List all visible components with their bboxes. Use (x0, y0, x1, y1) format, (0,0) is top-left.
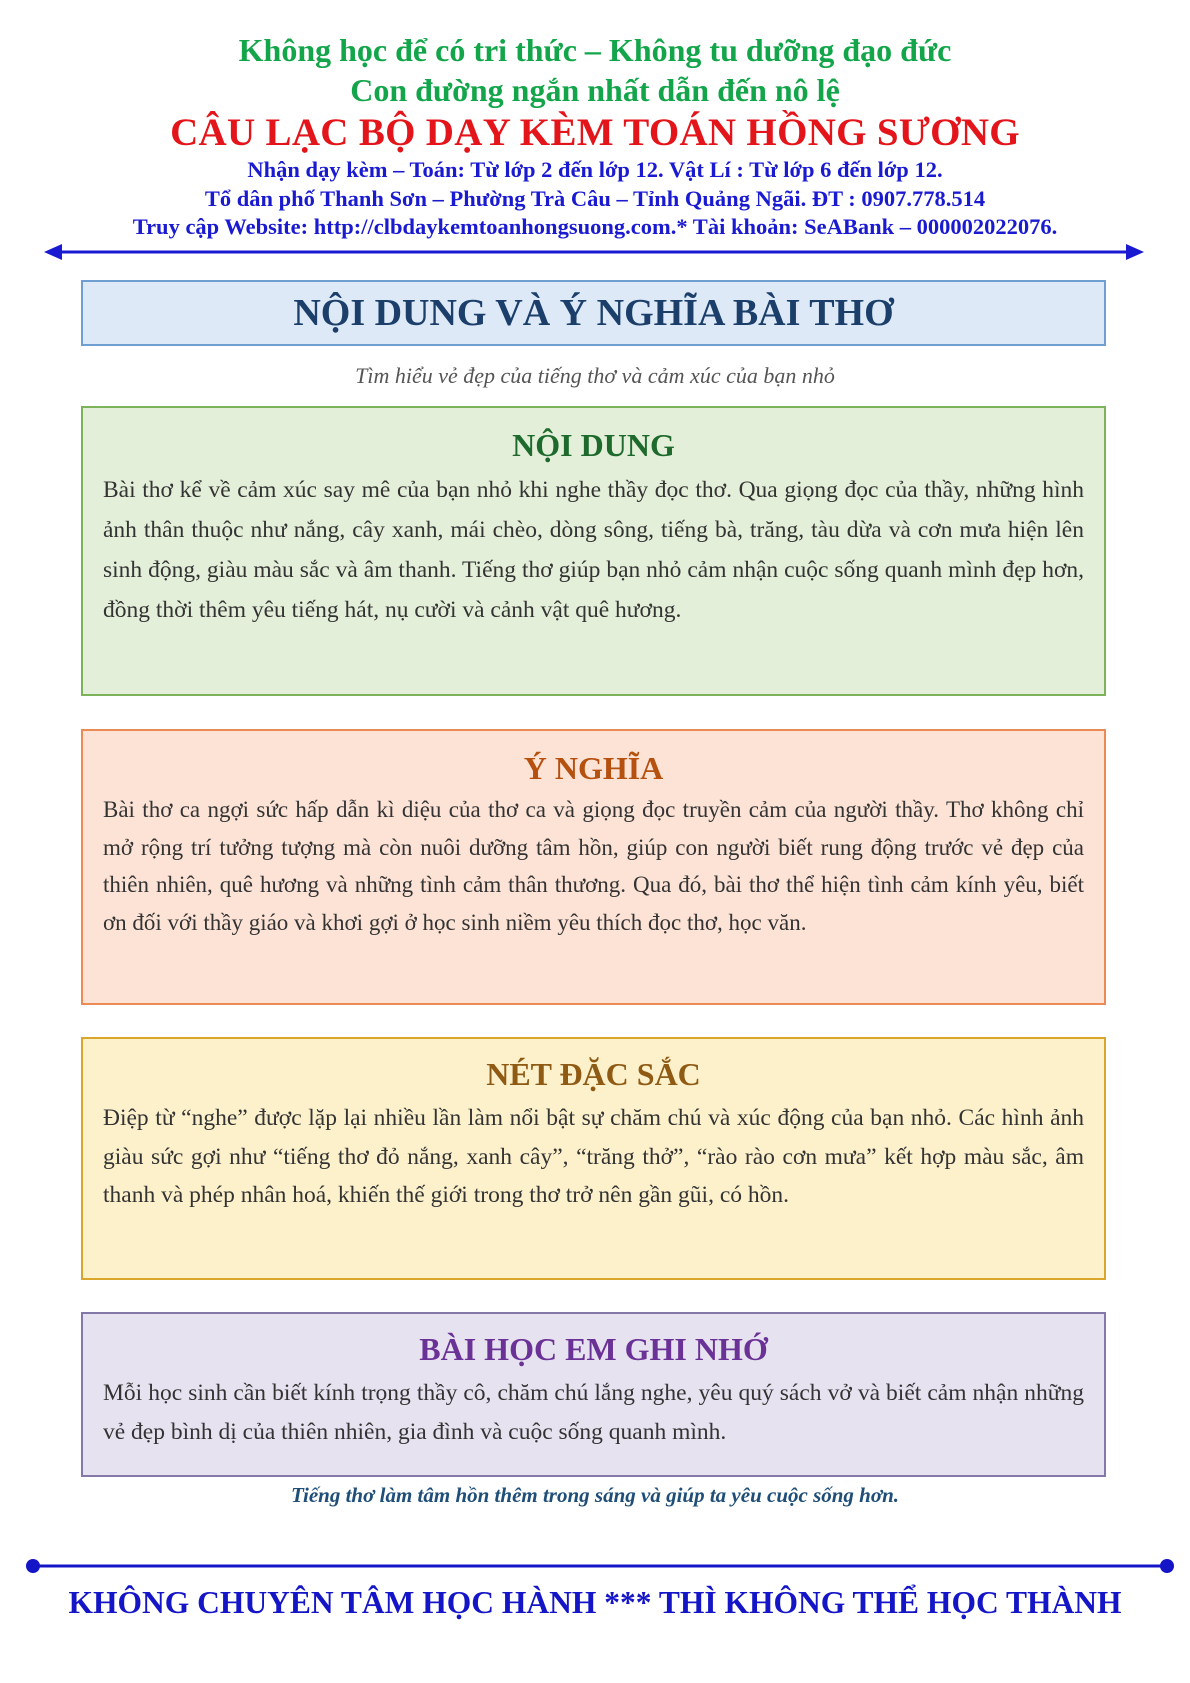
letterhead (0, 30, 1190, 242)
section-body: Bài thơ kể về cảm xúc say mê của bạn nhỏ khi nghe thầy đọc thơ. Qua giọng đọc của thầy, những hình ảnh thân thuộc như nắng, cây xanh, mái chèo, dòng sông, tiếng bà, trăng, tàu dừa và cơn mưa hiện lên sinh động, giàu màu sắc và âm thanh. Tiếng thơ giúp bạn nhỏ cảm nhận cuộc sống quanh mình đẹp hơn, đồng thời thêm yêu tiếng hát, nụ cười và cảnh vật quê hương. (103, 477, 1084, 623)
footer-motto: KHÔNG CHUYÊN TÂM HỌC HÀNH *** THÌ KHÔNG THỂ HỌC THÀNH (68, 1585, 1122, 1620)
section-body: Mỗi học sinh cần biết kính trọng thầy cô, chăm chú lắng nghe, yêu quý sách vở và biết cảm nhận những vẻ đẹp bình dị của thiên nhiên, gia đình và cuộc sống quanh mình. (103, 1380, 1084, 1445)
club-name: CÂU LẠC BỘ DẠY KÈM TOÁN HỒNG SƯƠNG (170, 111, 1020, 154)
section-noi-dung (81, 406, 1106, 696)
tutoring-info: Nhận dạy kèm – Toán: Từ lớp 2 đến lớp 12. Vật Lí : Từ lớp 6 đến lớp 12. (247, 157, 943, 182)
section-bai-hoc (81, 1312, 1106, 1477)
address-phone: Tổ dân phố Thanh Sơn – Phường Trà Câu – Tỉnh Quảng Ngãi. ĐT : 0907.778.514 (204, 185, 986, 211)
page-title: NỘI DUNG VÀ Ý NGHĨA BÀI THƠ (293, 292, 894, 334)
section-body: Bài thơ ca ngợi sức hấp dẫn kì diệu của thơ ca và giọng đọc truyền cảm của người thầy. Thơ không chỉ mở rộng trí tưởng tượng mà còn nuôi dưỡng tâm hồn, giúp con người biết rung động trước vẻ đẹp của thiên nhiên, quê hương và những tình cảm thân thương. Qua đó, bài thơ thể hiện tình cảm kính yêu, biết ơn đối với thầy giáo và khơi gợi ở học sinh niềm yêu thích đọc thơ, học văn. (103, 797, 1084, 935)
page-subtitle: Tìm hiểu vẻ đẹp của tiếng thơ và cảm xúc của bạn nhỏ (355, 363, 835, 388)
double-arrow-divider (44, 244, 1144, 260)
section-net-dac-sac (81, 1037, 1106, 1280)
section-heading: BÀI HỌC EM GHI NHỚ (419, 1331, 768, 1367)
section-y-nghia (81, 729, 1106, 1005)
motto-line-1: Không học để có tri thức – Không tu dưỡng đạo đức (238, 32, 952, 68)
footer-divider (25, 1558, 1175, 1574)
closing-quote: Tiếng thơ làm tâm hồn thêm trong sáng và giúp ta yêu cuộc sống hơn. (290, 1483, 900, 1507)
page-title-box (81, 280, 1106, 346)
website-bank: Truy cập Website: http://clbdaykemtoanhongsuong.com.* Tài khoản: SeABank – 000002022076. (132, 214, 1058, 239)
section-heading: NÉT ĐẶC SẮC (486, 1056, 701, 1092)
section-heading: Ý NGHĨA (523, 750, 664, 786)
section-heading: NỘI DUNG (512, 427, 675, 463)
motto-line-2: Con đường ngắn nhất dẫn đến nô lệ (350, 72, 840, 108)
section-body: Điệp từ “nghe” được lặp lại nhiều lần làm nổi bật sự chăm chú và xúc động của bạn nhỏ. Các hình ảnh giàu sức gợi như “tiếng thơ đỏ nắng, xanh cây”, “trăng thở”, “rào rào cơn mưa” kết hợp màu sắc, âm thanh và phép nhân hoá, khiến thế giới trong thơ trở nên gần gũi, có hồn. (103, 1105, 1084, 1208)
